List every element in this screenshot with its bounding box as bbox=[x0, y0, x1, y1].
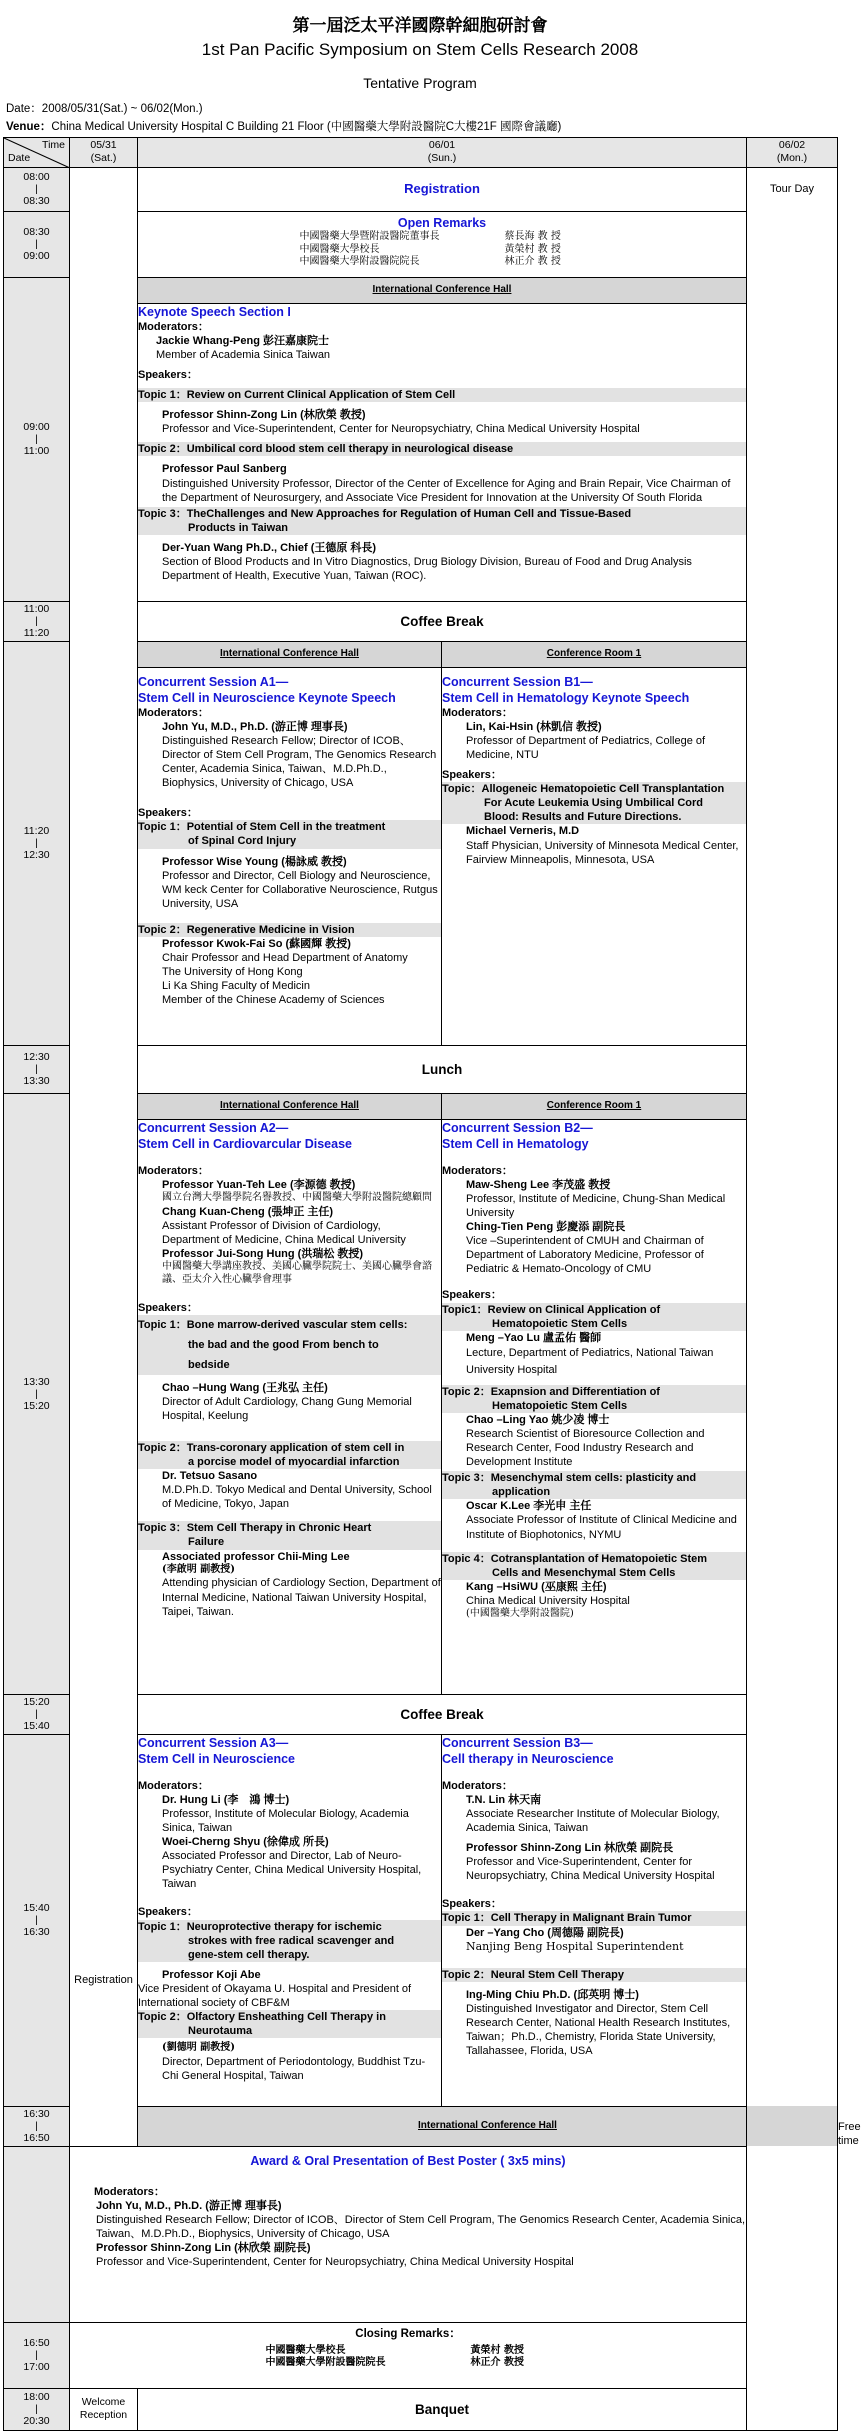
moderator-affiliation: Associate Researcher Institute of Molecular Biology, Academia Sinica, Taiwan bbox=[466, 1808, 720, 1835]
coffee-break: Coffee Break bbox=[138, 601, 747, 641]
moderator-affiliation: Member of Academia Sinica Taiwan bbox=[156, 349, 331, 361]
moderator-affiliation: Professor and Vice-Superintendent, Center for Neuropsychiatry, China Medical University Hospital bbox=[466, 1856, 715, 1883]
header-day3-weekday: (Mon.) bbox=[776, 152, 808, 165]
speaker-name: Chao –Hung Wang (王兆弘 主任) bbox=[162, 1381, 328, 1394]
venue-label: Venue： bbox=[6, 121, 52, 134]
title-english: 1st Pan Pacific Symposium on Stem Cells Research 2008 bbox=[201, 39, 639, 59]
session-a3 bbox=[138, 1734, 442, 2106]
header-date: Date bbox=[8, 152, 31, 165]
moderator-name: Professor Shinn-Zong Lin (林欣榮 副院長) bbox=[96, 2242, 311, 2255]
moderators-label: Moderators： bbox=[138, 1779, 209, 1792]
row-closing bbox=[4, 2322, 838, 2388]
hall-label: International Conference Hall bbox=[138, 2106, 838, 2146]
welcome-reception: Welcome Reception bbox=[70, 2388, 138, 2430]
moderator-affiliation: Professor and Vice-Superintendent, Center for Neuropsychiatry, China Medical University Hospital bbox=[96, 2256, 574, 2269]
schedule-table bbox=[3, 137, 861, 2431]
speaker-name: Professor Wise Young (楊詠威 教授) bbox=[162, 855, 347, 868]
topic-title: Topic 2：Trans-coronary application of stem cell in a porcise model of myocardial infarction bbox=[138, 1441, 441, 1469]
date-value: 2008/05/31(Sat.) ~ 06/02(Mon.) bbox=[41, 103, 203, 116]
topic-title: Topic 3：TheChallenges and New Approaches for Regulation of Human Cell and Tissue-Based Products in Taiwan bbox=[138, 507, 746, 535]
award-cell bbox=[70, 2146, 747, 2322]
topic-title: Topic 1：Cell Therapy in Malignant Brain Tumor bbox=[442, 1911, 746, 1925]
speakers-label: Speakers： bbox=[138, 1301, 198, 1314]
title-chinese: 第一屆泛太平洋國際幹細胞研討會 bbox=[292, 16, 548, 36]
speaker-affiliation: China Medical University Hospital bbox=[466, 1594, 630, 1607]
keynote-title: Keynote Speech Section I bbox=[138, 304, 291, 319]
speaker-affiliation: Attending physician of Cardiology Section, Department of Internal Medicine, National Taiwan University Hospital, Taipei, Taiwan. bbox=[162, 1577, 441, 1618]
topic-title: Topic 1：Neuroprotective therapy for ischemic strokes with free radical scavenger and gene-stem cell therapy. bbox=[138, 1920, 441, 1962]
speaker-name: Professor Paul Sanberg bbox=[162, 463, 287, 476]
header-day1 bbox=[70, 137, 138, 167]
speaker-affiliation: M.D.Ph.D. Tokyo Medical and Dental University, School of Medicine, Tokyo, Japan bbox=[162, 1484, 432, 1511]
moderator-affiliation: Professor of Department of Pediatrics, College of Medicine, NTU bbox=[466, 735, 706, 762]
speaker-name: Kang –HsiWU (巫康熙 主任) bbox=[466, 1580, 607, 1593]
remarks-speaker-row: 中國醫藥大學附設醫院院長 林正介 教 授 bbox=[299, 256, 561, 268]
session-subtitle: Stem Cell in Hematology bbox=[442, 1136, 589, 1151]
moderator-name: John Yu, M.D., Ph.D. (游正博 理事長) bbox=[96, 2199, 282, 2212]
hall-label: International Conference Hall bbox=[138, 277, 747, 303]
header-day1-weekday: (Sat.) bbox=[90, 152, 117, 165]
header-row bbox=[4, 137, 838, 167]
tour-day: Tour Day bbox=[769, 182, 815, 195]
closing-cell bbox=[70, 2322, 747, 2388]
time-cell: 15:40 | 16:30 bbox=[4, 1734, 70, 2106]
topic-title: Topic1：Review on Clinical Application of Hematopoietic Stem Cells bbox=[442, 1303, 746, 1331]
speakers-label: Speakers： bbox=[138, 807, 198, 820]
topic-title: Topic 2：Regenerative Medicine in Vision bbox=[138, 923, 441, 937]
registration-label: Registration bbox=[404, 181, 480, 197]
time-cell: 18:00 | 20:30 bbox=[4, 2388, 70, 2430]
moderator-affiliation: Vice –Superintendent of CMUH and Chairman of Department of Laboratory Medicine, Professor of Pediatric & Hemato-Oncology of CMU bbox=[466, 1235, 704, 1276]
header-day3-date: 06/02 bbox=[778, 138, 806, 151]
speaker-affiliation: Associate Professor of Institute of Clinical Medicine and Institute of Biophotonics, NYMU bbox=[466, 1514, 737, 1541]
speaker-affiliation: Lecture, Department of Pediatrics, National Taiwan University Hospital bbox=[466, 1346, 714, 1376]
session-title: Concurrent Session A2— bbox=[138, 1120, 289, 1135]
moderator-name: Lin, Kai-Hsin (林凱信 教授) bbox=[466, 720, 602, 733]
speaker-name: Oscar K.Lee 李光申 主任 bbox=[466, 1500, 592, 1513]
moderators-label: Moderators： bbox=[138, 1164, 209, 1177]
moderator-name: Professor Shinn-Zong Lin 林欣榮 副院長 bbox=[466, 1842, 674, 1855]
row-banquet bbox=[4, 2388, 838, 2430]
venue-value: China Medical University Hospital C Building 21 Floor (中國醫藥大學附設醫院C大樓21F 國際會議廳) bbox=[51, 121, 562, 134]
topic-title: Topic 1：Bone marrow-derived vascular stem cells: the bad and the good From bench to bedside bbox=[138, 1315, 441, 1375]
speaker-affiliation: Nanjing Beng Hospital Superintendent bbox=[466, 1939, 684, 1953]
day3-column bbox=[747, 167, 838, 2430]
speaker-name: Professor Koji Abe bbox=[162, 1968, 261, 1981]
time-cell: 11:20 | 12:30 bbox=[4, 641, 70, 1045]
moderators-label: Moderators： bbox=[442, 1779, 513, 1792]
session-subtitle: Stem Cell in Cardiovarcular Disease bbox=[138, 1136, 352, 1151]
moderator-name: Woei-Cherng Shyu (徐偉成 所長) bbox=[162, 1836, 329, 1849]
topic-title: Topic 2：Umbilical cord blood stem cell therapy in neurological disease bbox=[138, 442, 746, 456]
room-label: Conference Room 1 bbox=[442, 641, 747, 667]
topic-title: Topic 2：Neural Stem Cell Therapy bbox=[442, 1968, 746, 1982]
day1-registration: Registration bbox=[74, 1973, 133, 1986]
row-1630: 16:30 | 16:50 International Conference Hall Free time bbox=[4, 2106, 838, 2146]
speaker-name: Professor Kwok-Fai So (蘇國輝 教授) bbox=[162, 937, 351, 950]
speaker-name: Meng –Yao Lu 盧孟佑 醫師 bbox=[466, 1331, 602, 1344]
time-cell: 16:30 | 16:50 bbox=[4, 2106, 70, 2146]
speakers-label: Speakers： bbox=[442, 1289, 502, 1302]
moderator-affiliation: Professor, Institute of Medicine, Chung-Shan Medical University bbox=[466, 1193, 726, 1220]
remarks-speaker-row: 中國醫藥大學暨附設醫院董事長 蔡長海 教 授 bbox=[299, 230, 561, 242]
moderator-name: Chang Kuan-Cheng (張坤正 主任) bbox=[162, 1205, 334, 1218]
moderators-label: Moderators： bbox=[138, 320, 209, 333]
speaker-name: Der-Yuan Wang Ph.D., Chief (王德原 科長) bbox=[162, 541, 377, 554]
time-cell: 15:20 | 15:40 bbox=[4, 1694, 70, 1734]
session-title: Concurrent Session B3— bbox=[442, 1735, 593, 1750]
moderators-label: Moderators： bbox=[138, 706, 209, 719]
moderator-name: Ching-Tien Peng 彭慶添 副院長 bbox=[466, 1221, 626, 1234]
speaker-affiliation: Staff Physician, University of Minnesota Medical Center, Fairview Minneapolis, Minnesota, USA bbox=[466, 839, 739, 866]
coffee-break: Coffee Break bbox=[138, 1694, 747, 1734]
moderator-affiliation: Associated Professor and Director, Lab of Neuro-Psychiatry Center, China Medical University Hospital, Taiwan bbox=[162, 1850, 422, 1891]
session-b1 bbox=[442, 667, 747, 1045]
moderator-name: Maw-Sheng Lee 李茂盛 教授 bbox=[466, 1178, 611, 1191]
moderator-affiliation: Assistant Professor of Division of Cardiology, Department of Medicine, China Medical University bbox=[162, 1219, 406, 1246]
time-cell: 08:00 | 08:30 bbox=[4, 167, 70, 211]
moderator-name: T.N. Lin 林天南 bbox=[466, 1793, 542, 1806]
speakers-label: Speakers： bbox=[442, 1898, 502, 1911]
session-a1 bbox=[138, 667, 442, 1045]
moderator-name: Jackie Whang-Peng 彭汪嘉康院士 bbox=[156, 334, 329, 347]
speaker-affiliation: Member of the Chinese Academy of Sciences bbox=[162, 994, 385, 1007]
open-remarks-title: Open Remarks bbox=[397, 215, 487, 230]
time-cell: 09:00 | 11:00 bbox=[4, 277, 70, 601]
speaker-affiliation: Distinguished Investigator and Director, Stem Cell Research Center, National Health Research Institutes, Taiwan；Ph.D., Chemistry, Florida State University, Tallahassee, Florida, USA bbox=[466, 2002, 731, 2058]
session-b3 bbox=[442, 1734, 747, 2106]
closing-speaker-row: 中國醫藥大學校長 黃榮村 教授 bbox=[265, 2344, 524, 2356]
topic-title: Topic 3：Stem Cell Therapy in Chronic Heart Failure bbox=[138, 1521, 441, 1549]
header-day2-date: 06/01 bbox=[428, 138, 456, 151]
time-cell: 08:30 | 09:00 bbox=[4, 211, 70, 277]
date-line bbox=[6, 102, 840, 117]
row-award bbox=[4, 2146, 838, 2322]
speaker-name: Ing-Ming Chiu Ph.D. (邱英明 博士) bbox=[466, 1988, 639, 2001]
session-title: Concurrent Session B2— bbox=[442, 1120, 593, 1135]
speaker-name: Professor Shinn-Zong Lin (林欣榮 教授) bbox=[162, 409, 366, 422]
moderator-affiliation: Professor, Institute of Molecular Biology, Academia Sinica, Taiwan bbox=[162, 1808, 409, 1835]
header-day2-weekday: (Sun.) bbox=[427, 152, 457, 165]
session-a2 bbox=[138, 1119, 442, 1694]
moderator-name: Dr. Hung Li (李 鴻 博士) bbox=[162, 1793, 290, 1806]
moderator-name: Professor Jui-Song Hung (洪瑞松 教授) bbox=[162, 1248, 364, 1261]
speaker-affiliation: (中國醫藥大學附設醫院) bbox=[466, 1607, 574, 1619]
moderator-affiliation: Distinguished Research Fellow; Director of ICOB、Director of Stem Cell Program, The Genomics Research Center, Academia Sinica, Taiwan、M.D.Ph.D., Biophysics, University of Chicago, USA bbox=[96, 2214, 746, 2241]
time-cell: 12:30 | 13:30 bbox=[4, 1045, 70, 1093]
time-cell: 13:30 | 15:20 bbox=[4, 1093, 70, 1694]
topic-title: Topic 1：Potential of Stem Cell in the treatment of Spinal Cord Injury bbox=[138, 820, 441, 848]
speaker-name: Chao –Ling Yao 姚少凌 博士 bbox=[466, 1413, 610, 1426]
speaker-affiliation: Li Ka Shing Faculty of Medicin bbox=[162, 980, 310, 993]
room-label: Conference Room 1 bbox=[442, 1093, 747, 1119]
topic-title: Topic 2：Olfactory Ensheathing Cell Therapy in Neurotauma bbox=[138, 2010, 441, 2038]
session-subtitle: Stem Cell in Hematology Keynote Speech bbox=[442, 690, 690, 705]
moderator-affiliation: Distinguished Research Fellow; Director of ICOB、Director of Stem Cell Program, The Genomics Research Center, Academia Sinica, Taiwan、M.D.Ph.D., Biophysics, University of Chicago, USA bbox=[162, 735, 437, 790]
moderator-name: Professor Yuan-Teh Lee (李源德 教授) bbox=[162, 1178, 356, 1191]
speaker-name: Michael Verneris, M.D bbox=[466, 825, 580, 838]
row-0800 bbox=[4, 167, 838, 211]
speakers-label: Speakers： bbox=[138, 369, 198, 382]
topic-title: Topic 4：Cotransplantation of Hematopoietic Stem Cells and Mesenchymal Stem Cells bbox=[442, 1552, 746, 1580]
session-subtitle: Cell therapy in Neuroscience bbox=[442, 1751, 614, 1766]
speaker-affiliation: Research Scientist of Bioresource Collection and Research Center, Food Industry Research and Development Institute bbox=[466, 1428, 705, 1469]
keynote-cell bbox=[138, 303, 747, 601]
speaker-name: Dr. Tetsuo Sasano bbox=[162, 1470, 258, 1483]
session-title: Concurrent Session B1— bbox=[442, 674, 593, 689]
session-title: Concurrent Session A1— bbox=[138, 674, 289, 689]
open-remarks-cell bbox=[138, 211, 747, 277]
hall-label: International Conference Hall bbox=[138, 1093, 442, 1119]
speaker-affiliation: Chair Professor and Head Department of Anatomy bbox=[162, 952, 408, 965]
moderator-affiliation: 中國醫藥大學講座教授、美國心臟學院院士、美國心臟學會諮議、亞太介入性心臟學會理事 bbox=[162, 1261, 432, 1285]
lunch: Lunch bbox=[138, 1045, 747, 1093]
speaker-affiliation: Section of Blood Products and In Vitro Diagnostics, Drug Biology Division, Bureau of Food and Drug Analysis Department of Health, Executive Yuan, Taiwan (ROC). bbox=[162, 555, 692, 583]
moderator-affiliation: 國立台灣大學醫學院名譽教授、中國醫藥大學附設醫院總顧問 bbox=[162, 1192, 432, 1203]
topic-title: Topic 3：Mesenchymal stem cells: plasticity and application bbox=[442, 1471, 746, 1499]
session-b2 bbox=[442, 1119, 747, 1694]
speakers-label: Speakers： bbox=[442, 769, 502, 782]
header-day1-date: 05/31 bbox=[90, 138, 117, 151]
subtitle: Tentative Program bbox=[363, 74, 477, 91]
registration-cell bbox=[138, 167, 747, 211]
time-cell-empty bbox=[4, 2146, 70, 2322]
time-cell: 16:50 | 17:00 bbox=[4, 2322, 70, 2388]
time-date-header bbox=[4, 137, 70, 167]
moderators-label: Moderators： bbox=[442, 1164, 513, 1177]
award-title: Award & Oral Presentation of Best Poster ( 3x5 mins) bbox=[250, 2153, 566, 2168]
remarks-speaker-row: 中國醫藥大學校長 黃榮村 教 授 bbox=[299, 243, 561, 255]
moderators-label: Moderators： bbox=[442, 706, 513, 719]
speaker-affiliation: Distinguished University Professor, Director of the Center of Excellence for Aging and Brain Repair, Vice Chairman of the Department of Neurosurgery, and Associate Vice President for Innovation at the University Of South Florida bbox=[162, 477, 731, 504]
speaker-name-cn: (李啟明 副教授) bbox=[162, 1563, 235, 1575]
closing-speaker-row: 中國醫藥大學附設醫院院長 林正介 教授 bbox=[265, 2357, 524, 2369]
speaker-affiliation: Professor and Director, Cell Biology and Neuroscience, WM keck Center for Collaborative Neuroscience, Rutgus University, USA bbox=[162, 869, 438, 910]
header-day2 bbox=[138, 137, 747, 167]
speaker-name: Associated professor Chii-Ming Lee bbox=[162, 1550, 350, 1563]
speaker-affiliation: Director of Adult Cardiology, Chang Gung Memorial Hospital, Keelung bbox=[162, 1395, 412, 1422]
date-label: Date： bbox=[6, 103, 42, 116]
time-cell: 11:00 | 11:20 bbox=[4, 601, 70, 641]
speaker-affiliation: Director, Department of Periodontology, Buddhist Tzu-Chi General Hospital, Taiwan bbox=[162, 2055, 426, 2083]
closing-title: Closing Remarks： bbox=[355, 2327, 461, 2340]
hall-label: International Conference Hall bbox=[138, 641, 442, 667]
speaker-name: Der –Yang Cho (周德陽 副院長) bbox=[466, 1926, 624, 1939]
moderators-label: Moderators： bbox=[94, 2185, 165, 2198]
banquet: Banquet bbox=[138, 2388, 747, 2430]
header-day3 bbox=[747, 137, 838, 167]
moderator-name: John Yu, M.D., Ph.D. (游正博 理事長) bbox=[162, 720, 348, 733]
day1-column bbox=[70, 167, 138, 2146]
venue-line bbox=[6, 120, 840, 135]
speakers-label: Speakers： bbox=[138, 1906, 198, 1919]
topic-title: Topic 1：Review on Current Clinical Application of Stem Cell bbox=[138, 388, 746, 402]
topic-title: Topic 2：Exapnsion and Differentiation of Hematopoietic Stem Cells bbox=[442, 1385, 746, 1413]
header-time: Time bbox=[42, 138, 65, 151]
speaker-affiliation: Vice President of Okayama U. Hospital and President of International society of CBF&M bbox=[138, 1982, 412, 2009]
speaker-affiliation: Professor and Vice-Superintendent, Center for Neuropsychiatry, China Medical University Hospital bbox=[162, 423, 640, 436]
topic-title: Topic：Allogeneic Hematopoietic Cell Transplantation For Acute Leukemia Using Umbilical Cord Blood: Results and Future Directions. bbox=[442, 782, 746, 824]
speaker-name: (劉德明 副教授) bbox=[162, 2042, 235, 2054]
session-title: Concurrent Session A3— bbox=[138, 1735, 289, 1750]
session-subtitle: Stem Cell in Neuroscience bbox=[138, 1751, 296, 1766]
speaker-affiliation: The University of Hong Kong bbox=[162, 966, 303, 979]
session-subtitle: Stem Cell in Neuroscience Keynote Speech bbox=[138, 690, 396, 705]
